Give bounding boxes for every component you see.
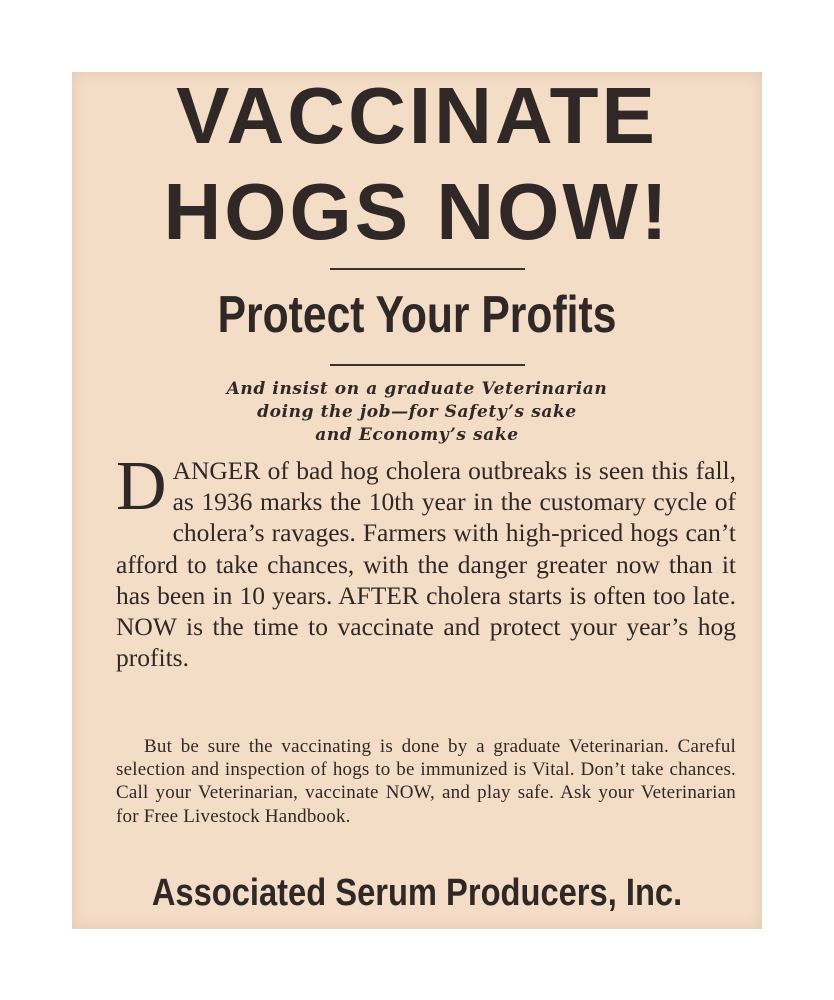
tagline-line: doing the job—for Safety’s sake [257,402,577,422]
body-secondary-paragraph: But be sure the vaccinating is done by a graduate Veterinarian. Careful selection and inspection of hogs to be immunized is Vital. Don’t take chances. Call your Veterinarian, vaccinate NOW, and play safe. Ask your Veterinarian for Free Livestock Handbook. [116,736,736,827]
newspaper-clipping [72,72,762,929]
body-main-text: ANGER of bad hog cholera outbreaks is seen this fall, as 1936 marks the 10th year in the customary cycle of cholera’s ravages. Farmers with high-priced hogs can’t afford to take chances, with the danger greater now than it has been in 10 years. AFTER cholera starts is often too late. NOW is the time to vaccinate and protect your year’s hog profits. [116,456,736,673]
subheadline: Protect Your Profits [217,286,617,344]
headline-line-1: VACCINATE [176,72,658,160]
headline-line-2: HOGS NOW! [163,167,671,256]
advertiser-signature: Associated Serum Producers, Inc. [151,872,683,914]
tagline [112,378,722,447]
divider-rule-top [330,268,525,270]
tagline-line: and Economy’s sake [315,425,519,445]
drop-cap: D [116,448,167,525]
tagline-line: And insist on a graduate Veterinarian [226,379,608,399]
divider-rule-bottom [330,364,525,366]
body-main-paragraph [116,448,736,673]
